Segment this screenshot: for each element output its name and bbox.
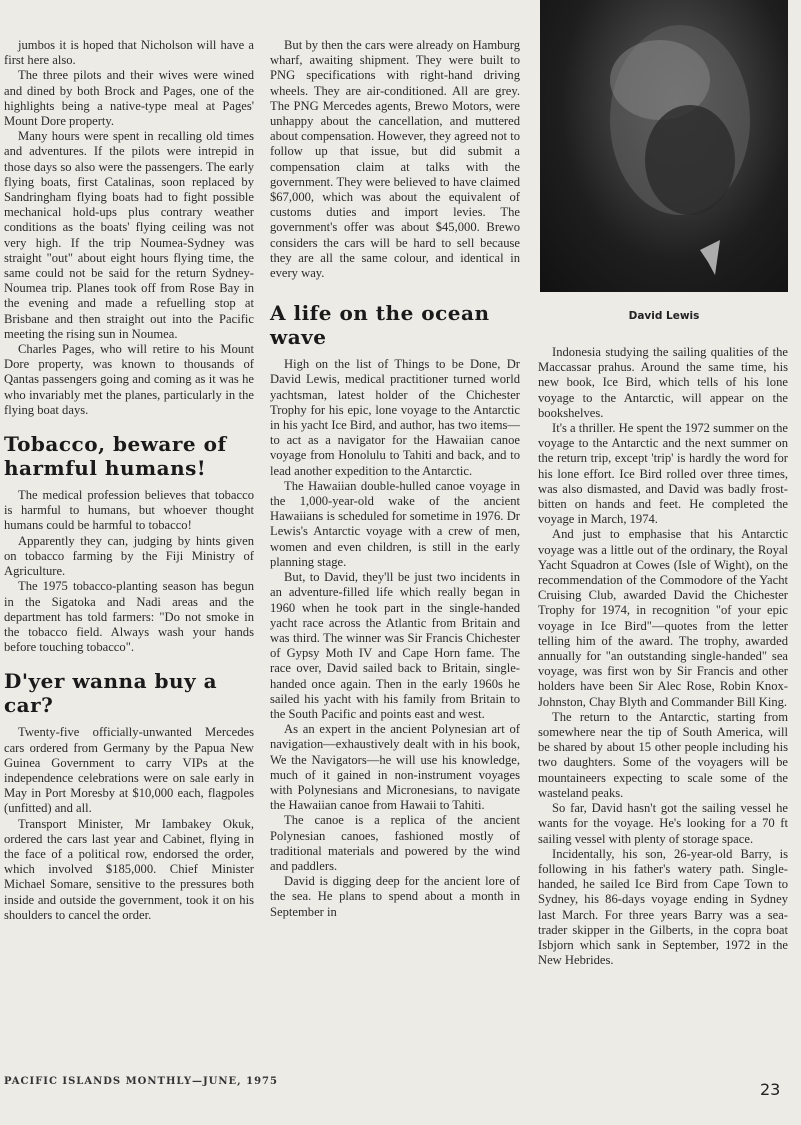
david-lewis-photo (540, 0, 788, 292)
paragraph: Apparently they can, judging by hints given on tobacco farming by the Fiji Ministry of Agriculture. (4, 533, 254, 579)
paragraph: But, to David, they'll be just two incidents in an adventure-filled life which really began in 1960 when he took part in the single-handed yacht race across the Atlantic from Britain and was third. The winner was Sir Francis Chichester of Gypsy Moth IV and Cape Horn fame. The race over, David sailed back to Britain, single-handed once again. Then in the early 1960s he sailed his yacht with his family from Britain to the South Pacific and points east and west. (270, 570, 520, 721)
paragraph: The three pilots and their wives were wined and dined by both Brock and Pages, one of the highlights being a native-type meal at Pages' Mount Dore property. (4, 68, 254, 129)
paragraph: And just to emphasise that his Antarctic voyage was a little out of the ordinary, the Royal Yacht Squadron at Cowes (Isle of Wight), on the recommendation of the Commodore of the Yacht Cruising Club, awarded David the Chichester Trophy for 1974, in recognition "of your epic voyage in Ice Bird"—quotes from the letter telling him of the award. The trophy, awarded annually for "an outstanding single-handed" sea voyage, was first won by Sir Francis and other holders have been Sir Alec Rose, Robin Knox-Johnston, Chay Blyth and Commander Bill King. (538, 527, 788, 709)
page-number: 23 (760, 1080, 781, 1099)
paragraph: David is digging deep for the ancient lore of the sea. He plans to spend about a month in September in (270, 874, 520, 919)
paragraph: The return to the Antarctic, starting from somewhere near the tip of South America, will be shared by about 15 other people including his two daughters. Some of the voyagers will be mountaineers expecting to scale some of the wasteland peaks. (538, 709, 788, 800)
paragraph: Many hours were spent in recalling old times and adventures. If the pilots were intrepid in those days so also were the passengers. The early flying boats, first Catalinas, soon replaced by Sandringham flying boats had to fight possible mechanical hold-ups plus contrary weather conditions as the boats' flying ceiling was not very high. If the trip Noumea-Sydney was straight "out" about eight hours flying time, the same could not be said for the return Sydney-Noumea trip. Planes took off from Rose Bay in the evening and made a refuelling stop at Brisbane and then straight out into the Pacific meeting the rising sun in Noumea. (4, 129, 254, 341)
paragraph: Charles Pages, who will retire to his Mount Dore property, was known to thousands of Qantas passengers going and coming as it was he who invariably met the planes, particularly in the flying boat days. (4, 342, 254, 417)
portrait-image (540, 0, 788, 292)
paragraph: But by then the cars were already on Hamburg wharf, awaiting shipment. They were built to PNG specifications with right-hand driving wheels. They are air-conditioned. All are grey. The PNG Mercedes agents, Brewo Motors, were unhappy about the cancellation, and muttered about compensation. However, they agreed not to follow up that issue, but did submit a compensation claim at talks with the government. They were believed to have claimed $67,000, which was about the equivalent of customs duties and import levies. The government's offer was about $45,000. Brewo considers the cars will be hard to sell because they are all the same colour, and identical in every way. (270, 38, 520, 281)
paragraph: Incidentally, his son, 26-year-old Barry, is following in his father's watery path. Single-handed, he sailed Ice Bird from Cape Town to Sydney, his 86-days voyage ending in Sydney last March. For three years Barry was a sea-trader skipper in the Gilberts, in the copra boat Isbjorn which sank in September, 1972 in the New Hebrides. (538, 846, 788, 968)
photo-caption: David Lewis (628, 310, 700, 322)
paragraph: The medical profession believes that tobacco is harmful to humans, but whoever thought humans could be harmful to tobacco! (4, 488, 254, 533)
paragraph: So far, David hasn't got the sailing vessel he wants for the voyage. He's looking for a 70 ft sailing vessel with plenty of storage space. (538, 801, 788, 846)
footer-publication: PACIFIC ISLANDS MONTHLY—JUNE, 1975 (4, 1076, 278, 1087)
paragraph: It's a thriller. He spent the 1972 summer on the voyage to the Antarctic and the next summer on the return trip, except 'trip' is hardly the word for his lone effort. Ice Bird rolled over three times, was also dismasted, and David was badly frost-bitten on hands and feet. He completed the voyage in March, 1974. (538, 421, 788, 527)
tobacco-headline: Tobacco, beware of harmful humans! (4, 432, 227, 481)
car-headline: D'yer wanna buy a car? (4, 669, 218, 718)
paragraph: The canoe is a replica of the ancient Polynesian canoes, fashioned mostly of traditional materials and powered by the wind and paddlers. (270, 813, 520, 873)
paragraph: The Hawaiian double-hulled canoe voyage in the 1,000-year-old wake of the ancient Hawaiians is scheduled for sometime in 1976. Dr Lewis's Antarctic voyage with a crew of men, women and even children, is still in the early planning stage. (270, 478, 520, 569)
paragraph: Indonesia studying the sailing qualities of the Maccassar prahus. Around the same time, his new book, Ice Bird, which tells of his lone voyage to the Antarctic, will appear on the bookshelves. (538, 345, 788, 420)
paragraph: Twenty-five officially-unwanted Mercedes cars ordered from Germany by the Papua New Guinea Government to carry VIPs at the independence celebrations were on sale early in May in Port Moresby at $10,000 each, flagpoles (unfitted) and all. (4, 725, 254, 816)
paragraph: jumbos it is hoped that Nicholson will have a first here also. (4, 38, 254, 68)
column-2 (270, 38, 520, 920)
ocean-headline: A life on the ocean wave (270, 301, 490, 350)
paragraph: Transport Minister, Mr Iambakey Okuk, ordered the cars last year and Cabinet, flying in the face of a political row, endorsed the order, which involved $185,000. Chief Minister Michael Somare, sensitive to the pressures both inside and outside the government, took it on his shoulders to cancel the order. (4, 816, 254, 922)
column-3 (538, 345, 788, 968)
paragraph: As an expert in the ancient Polynesian art of navigation—exhaustively dealt with in his book, We the Navigators—he will use his knowledge, much of it gained in non-instrument voyages with Polynesians and Micronesians, to navigate the Hawaiian canoe from Hawaii to Tahiti. (270, 722, 520, 813)
paragraph: High on the list of Things to be Done, Dr David Lewis, medical practitioner turned world yachtsman, latest holder of the Chichester Trophy for his epic, lone voyage to the Antarctic in his yacht Ice Bird, and author, has two items—to act as a navigator for the Hawaiian canoe voyage from Honolulu to Tahiti and back, and to lead another expedition to the Antarctic. (270, 357, 520, 478)
column-1 (4, 38, 254, 923)
paragraph: The 1975 tobacco-planting season has begun in the Sigatoka and Nadi areas and the department has told farmers: "Do not smoke in the tobacco field. Always wash your hands before touching tobacco". (4, 579, 254, 655)
